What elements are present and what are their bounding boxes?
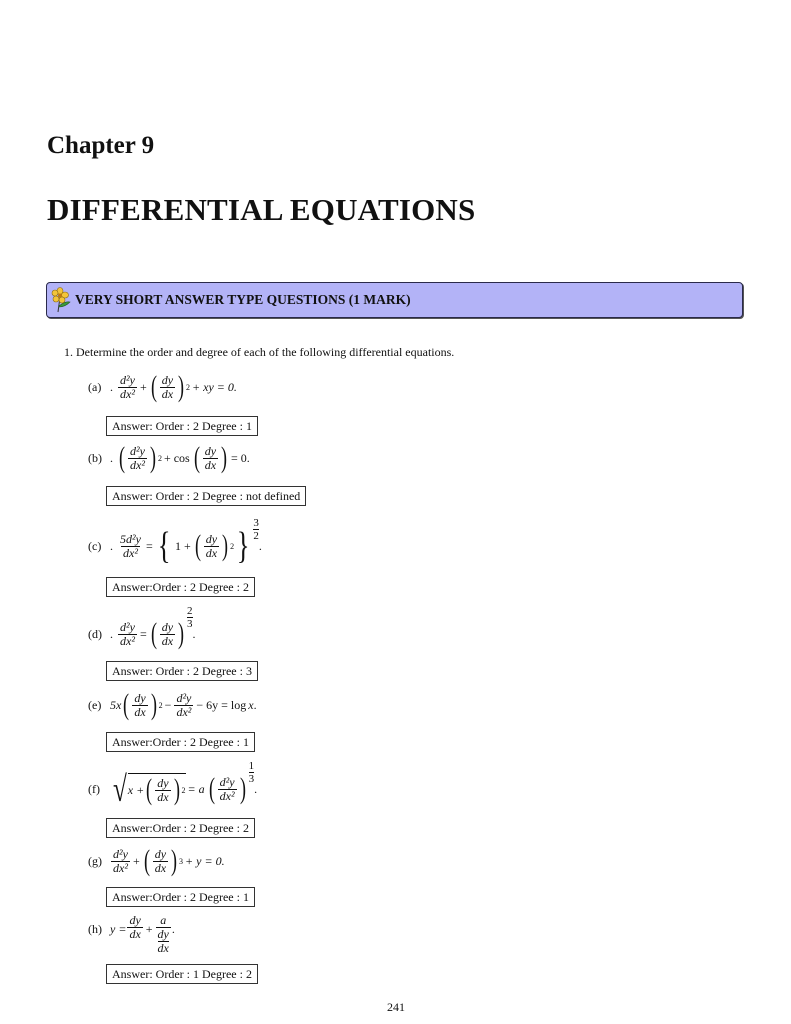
- item-label: (c): [88, 538, 102, 553]
- section-title: VERY SHORT ANSWER TYPE QUESTIONS (1 MARK): [75, 292, 411, 307]
- equation-g: (g) $\frac{\text{d²y}}{\text{dx²}}$ + ( $\frac{dy}{dx}$ ) 3 + y = 0.: [88, 844, 225, 877]
- answer-box: Answer: Order : 2 Degree : 1: [106, 416, 258, 436]
- square-root: √ x + ( $\frac{dy}{dx}$ ) 2: [112, 769, 186, 809]
- answer-box: Answer:Order : 2 Degree : 2: [106, 577, 255, 597]
- item-label: (b): [88, 450, 102, 465]
- answer-box: Answer:Order : 2 Degree : 1: [106, 732, 255, 752]
- answer-box: Answer:Order : 2 Degree : 1: [106, 887, 255, 907]
- equation-f: (f) √ x + ( $\frac{dy}{dx}$ ) 2 = a ( $\frac{\text{d²y}}{\text{dx²}}$ ) $\frac{1}{3}$ .: [88, 759, 258, 809]
- item-label: (g): [88, 853, 102, 868]
- page-number: 241: [387, 1000, 405, 1014]
- section-header: [46, 282, 743, 318]
- item-label: (a): [88, 379, 102, 394]
- answer-box: Answer: Order : 2 Degree : 3: [106, 661, 258, 681]
- equation-e: (e) 5x ( $\frac{dy}{dx}$ ) 2 − $\frac{\text{d²y}}{\text{dx²}}$ − 6y = log x .: [88, 688, 257, 721]
- equation-d: (d) . $\frac{\text{d²y}}{\text{dx²}}$ = ( $\frac{dy}{dx}$ ) $\frac{2}{3}$ .: [88, 604, 196, 650]
- answer-box: Answer: Order : 1 Degree : 2: [106, 964, 258, 984]
- item-label: (d): [88, 626, 102, 641]
- equation-a: (a) . $\frac{\text{d²y}}{\text{dx²}}$ + ( $\frac{dy}{dx}$ ) 2 + xy = 0.: [88, 370, 237, 403]
- fraction: $\frac{\text{d²y}}{\text{dx²}}$: [120, 372, 135, 401]
- equation-b: (b) . ( $\frac{\text{d²y}}{\text{dx²}}$ ) 2 + cos ( $\frac{dy}{dx}$ ) = 0.: [88, 441, 250, 474]
- item-label: (f): [88, 781, 100, 796]
- item-label: (h): [88, 922, 102, 936]
- equation-c: (c) . $\frac{\text{5d²y}}{\text{dx²}}$ = { 1 + ( $\frac{dy}{dx}$ ) 2 } $\frac{3}{2}$ .: [88, 516, 262, 567]
- answer-box: Answer:Order : 2 Degree : 2: [106, 818, 255, 838]
- item-label: (e): [88, 697, 102, 712]
- chapter-title: DIFFERENTIAL EQUATIONS: [47, 192, 476, 227]
- question-text: 1. Determine the order and degree of each of the following differential equations.: [64, 345, 455, 359]
- equation-h: (h) y = $\frac{dy}{dx}$ + a dy dx .: [88, 913, 175, 955]
- chapter-label: Chapter 9: [47, 132, 155, 159]
- answer-box: Answer: Order : 2 Degree : not defined: [106, 486, 306, 506]
- flower-icon: [50, 287, 72, 313]
